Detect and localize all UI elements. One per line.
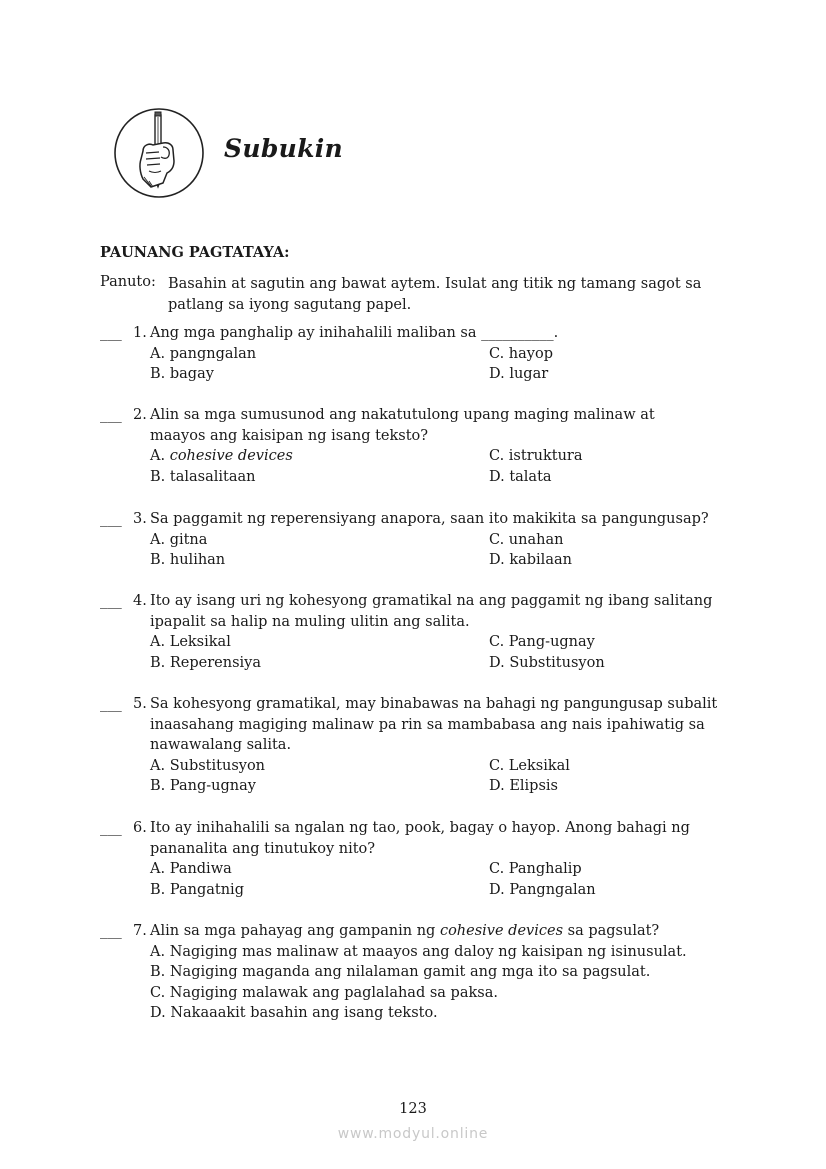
option-d[interactable]: D. talata [489, 468, 552, 485]
question-stem: Sa paggamit ng reperensiyang anapora, saan ito makikita sa pangungusap? [150, 511, 709, 527]
question-stem: Sa kohesyong gramatikal, may binabawas na bahagi ng pangungusap subalit [150, 696, 718, 712]
instructions-label: Panuto: [100, 274, 156, 290]
answer-blank[interactable]: ___ [100, 325, 122, 341]
option-b[interactable]: B. bagay [150, 366, 214, 383]
option-c[interactable]: C. unahan [489, 531, 564, 548]
question-stem: maayos ang kaisipan ng isang teksto? [150, 427, 429, 444]
section-title: Subukin [224, 134, 343, 163]
watermark: www.modyul.online [337, 1126, 489, 1142]
option-a[interactable]: A. pangngalan [150, 345, 257, 362]
option-a[interactable]: A. Nagiging mas malinaw at maayos ang daloy ng kaisipan ng isinusulat. [150, 943, 687, 960]
option-d[interactable]: D. lugar [489, 366, 549, 383]
question-number: 3. [133, 511, 147, 527]
question-1 [100, 323, 740, 385]
option-d[interactable]: D. Substitusyon [489, 654, 605, 671]
option-a[interactable]: A. Substitusyon [150, 757, 266, 774]
question-stem: ipapalit sa halip na muling ulitin ang salita. [150, 613, 470, 630]
question-6 [100, 818, 740, 900]
question-3 [100, 509, 740, 571]
question-stem: nawawalang salita. [150, 737, 292, 754]
question-number: 2. [133, 407, 147, 423]
option-b[interactable]: B. Reperensiya [150, 654, 262, 671]
question-stem: Alin sa mga sumusunod ang nakatutulong upang maging malinaw at [150, 407, 655, 423]
question-5 [100, 694, 740, 797]
question-number: 6. [133, 820, 147, 836]
assessment-heading: PAUNANG PAGTATAYA: [100, 244, 290, 261]
option-c[interactable]: C. Nagiging malawak ang paglalahad sa paksa. [150, 984, 498, 1001]
option-d[interactable]: D. Nakaaakit basahin ang isang teksto. [150, 1005, 438, 1022]
option-b[interactable]: B. Pangatnig [150, 881, 244, 898]
question-2 [100, 405, 740, 487]
answer-blank[interactable]: ___ [100, 511, 122, 527]
instructions-text [168, 274, 730, 316]
answer-blank[interactable]: ___ [100, 696, 122, 712]
question-stem: Ang mga panghalip ay inihahalili maliban sa __________. [150, 325, 559, 341]
page-number: 123 [399, 1101, 427, 1117]
question-number: 7. [133, 923, 147, 939]
question-stem: Alin sa mga pahayag ang gampanin ng cohesive devices sa pagsulat? [150, 923, 660, 939]
option-a[interactable]: A. Pandiwa [150, 861, 232, 878]
question-number: 5. [133, 696, 147, 712]
question-stem: Ito ay isang uri ng kohesyong gramatikal na ang paggamit ng ibang salitang [150, 593, 713, 609]
option-c[interactable]: C. Leksikal [489, 757, 570, 774]
option-b[interactable]: B. hulihan [150, 552, 226, 569]
question-7 [100, 921, 740, 1024]
instructions-line-2: patlang sa iyong sagutang papel. [168, 297, 412, 313]
question-stem: Ito ay inihahalili sa ngalan ng tao, pook, bagay o hayop. Anong bahagi ng [150, 820, 690, 836]
option-d[interactable]: D. kabilaan [489, 552, 572, 569]
option-a[interactable]: A. cohesive devices [150, 448, 293, 465]
option-b[interactable]: B. talasalitaan [150, 468, 256, 485]
option-a[interactable]: A. Leksikal [150, 634, 231, 651]
answer-blank[interactable]: ___ [100, 593, 122, 609]
option-a[interactable]: A. gitna [150, 531, 208, 548]
question-number: 1. [133, 325, 147, 341]
instructions-line-1: Basahin at sagutin ang bawat aytem. Isulat ang titik ng tamang sagot sa [168, 276, 702, 292]
option-c[interactable]: C. Panghalip [489, 861, 582, 878]
answer-blank[interactable]: ___ [100, 407, 122, 423]
question-stem: pananalita ang tinutukoy nito? [150, 840, 376, 857]
option-d[interactable]: D. Elipsis [489, 778, 558, 795]
question-stem: inaasahang magiging malinaw pa rin sa mambabasa ang nais ipahiwatig sa [150, 716, 705, 733]
option-c[interactable]: C. hayop [489, 345, 553, 362]
answer-blank[interactable]: ___ [100, 820, 122, 836]
option-c[interactable]: C. istruktura [489, 448, 583, 465]
option-d[interactable]: D. Pangngalan [489, 881, 596, 898]
option-b[interactable]: B. Pang-ugnay [150, 778, 256, 795]
option-c[interactable]: C. Pang-ugnay [489, 634, 595, 651]
question-number: 4. [133, 593, 147, 609]
answer-blank[interactable]: ___ [100, 923, 122, 939]
option-b[interactable]: B. Nagiging maganda ang nilalaman gamit ang mga ito sa pagsulat. [150, 964, 651, 981]
hand-pencil-icon [113, 107, 205, 199]
question-4 [100, 591, 740, 673]
